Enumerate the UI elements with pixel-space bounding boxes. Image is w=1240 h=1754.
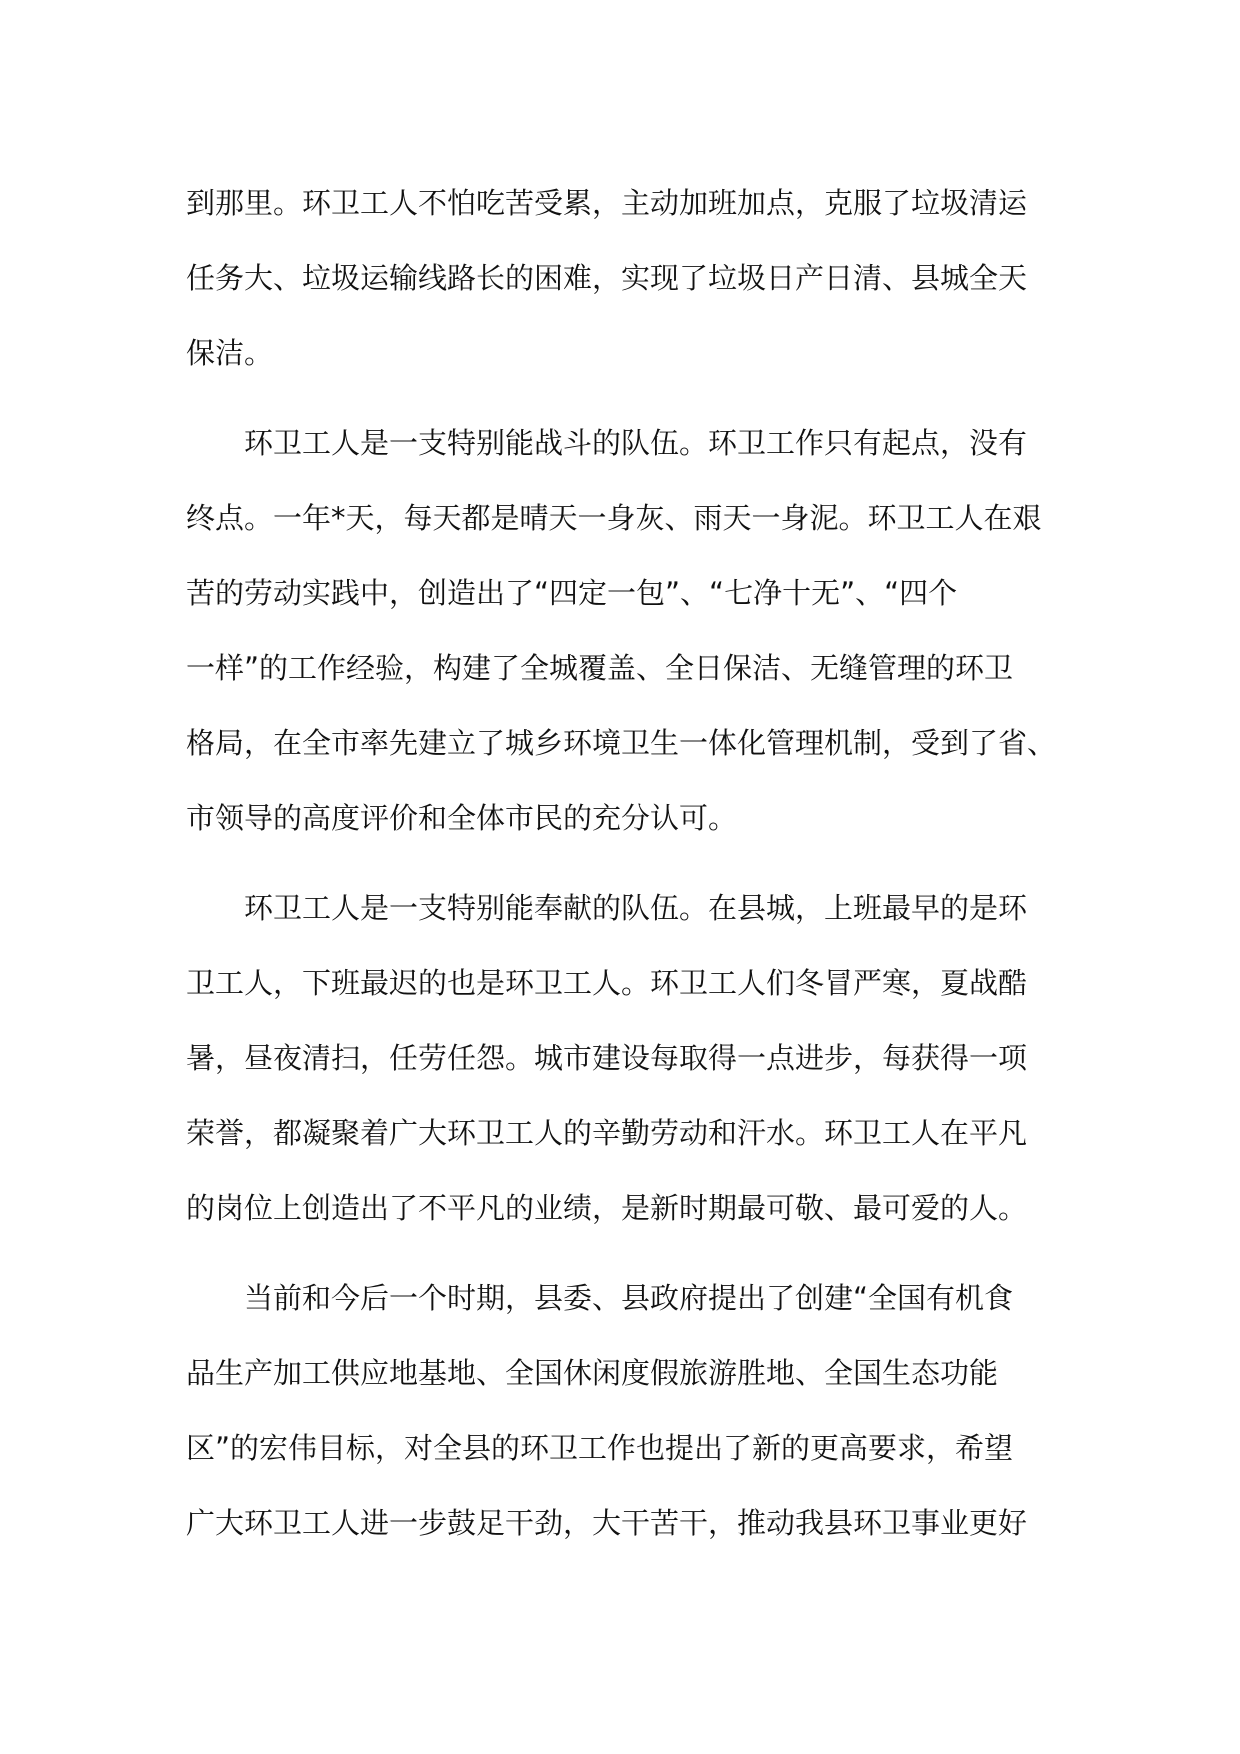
paragraph-3 [186, 871, 1058, 1246]
text-line: 区”的宏伟目标，对全县的环卫工作也提出了新的更高要求，希望 [186, 1431, 1014, 1465]
text-line: 荣誉，都凝聚着广大环卫工人的辛勤劳动和汗水。环卫工人在平凡 [186, 1116, 1028, 1150]
document-body [186, 166, 1058, 1576]
text-line: 苦的劳动实践中，创造出了“四定一包”、“七净十无”、“四个 [186, 576, 958, 610]
text-line: 到那里。环卫工人不怕吃苦受累，主动加班加点，克服了垃圾清运 [186, 186, 1028, 220]
text-line: 的岗位上创造出了不平凡的业绩，是新时期最可敬、最可爱的人。 [186, 1191, 1028, 1225]
paragraph-1 [186, 166, 1058, 391]
text-line: 品生产加工供应地基地、全国休闲度假旅游胜地、全国生态功能 [186, 1356, 999, 1390]
text-line: 暑，昼夜清扫，任劳任怨。城市建设每取得一点进步，每获得一项 [186, 1041, 1028, 1075]
text-line: 广大环卫工人进一步鼓足干劲，大干苦干，推动我县环卫事业更好 [186, 1506, 1028, 1540]
text-line: 格局，在全市率先建立了城乡环境卫生一体化管理机制，受到了省、 [186, 726, 1057, 760]
text-line: 环卫工人是一支特别能战斗的队伍。环卫工作只有起点，没有 [244, 426, 1028, 460]
paragraph-4 [186, 1261, 1058, 1561]
text-line: 任务大、垃圾运输线路长的困难，实现了垃圾日产日清、县城全天 [186, 261, 1028, 295]
text-line: 环卫工人是一支特别能奉献的队伍。在县城，上班最早的是环 [244, 891, 1028, 925]
text-line: 当前和今后一个时期，县委、县政府提出了创建“全国有机食 [244, 1281, 1014, 1315]
text-line: 一样”的工作经验，构建了全城覆盖、全日保洁、无缝管理的环卫 [186, 651, 1014, 685]
text-line: 终点。一年*天，每天都是晴天一身灰、雨天一身泥。环卫工人在艰 [186, 501, 1042, 535]
text-line: 保洁。 [186, 336, 274, 370]
text-line: 卫工人，下班最迟的也是环卫工人。环卫工人们冬冒严寒，夏战酷 [186, 966, 1028, 1000]
text-line: 市领导的高度评价和全体市民的充分认可。 [186, 801, 738, 835]
paragraph-2 [186, 406, 1058, 856]
